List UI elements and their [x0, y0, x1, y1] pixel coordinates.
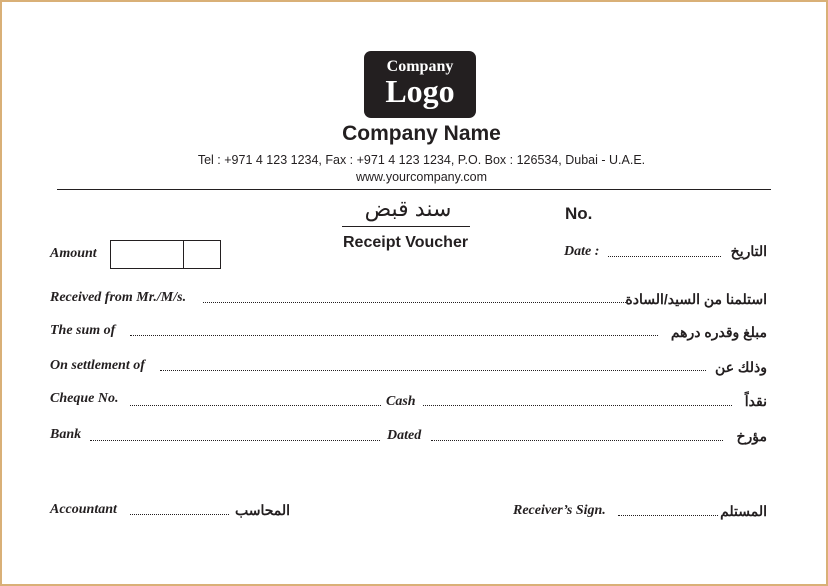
receiver-arabic: المستلم: [720, 503, 767, 519]
sum-of-arabic: مبلغ وقدره درهم: [670, 324, 767, 340]
bank-label: Bank: [50, 427, 82, 442]
amount-label: Amount: [50, 246, 97, 261]
cash-arabic: نقداً: [744, 393, 767, 409]
website: www.yourcompany.com: [355, 170, 488, 184]
contact-details: Tel : +971 4 123 1234, Fax : +971 4 123 1234, P.O. Box : 126534, Dubai - U.A.E.: [197, 153, 646, 167]
date-label-arabic: التاريخ: [730, 243, 767, 259]
received-from-field[interactable]: [203, 302, 626, 303]
accountant-label: Accountant: [50, 502, 117, 517]
dated-label: Dated: [387, 428, 422, 443]
received-from-label: Received from Mr./M/s.: [50, 290, 187, 305]
cash-field[interactable]: [423, 405, 732, 406]
voucher-number-label: No.: [565, 204, 593, 223]
logo-line1: Company: [386, 58, 454, 75]
title-english: Receipt Voucher: [343, 234, 469, 251]
receiver-sign-field[interactable]: [618, 515, 718, 516]
company-name: Company Name: [342, 122, 501, 145]
logo-line2: Logo: [385, 73, 455, 109]
company-logo: [364, 51, 476, 118]
header-divider: [57, 189, 771, 190]
settlement-label: On settlement of: [50, 358, 145, 373]
accountant-arabic: المحاسب: [235, 502, 291, 518]
received-from-arabic: استلمنا من السيد/السادة: [625, 291, 767, 307]
settlement-field[interactable]: [160, 370, 706, 371]
accountant-sign-field[interactable]: [130, 514, 229, 515]
dated-field[interactable]: [431, 440, 723, 441]
sum-of-label: The sum of: [50, 323, 116, 338]
receiver-sign-label: Receiver’s Sign.: [513, 503, 606, 518]
sum-of-field[interactable]: [130, 335, 658, 336]
date-field[interactable]: [608, 256, 721, 257]
cheque-no-label: Cheque No.: [50, 391, 119, 406]
cash-label: Cash: [386, 394, 416, 409]
title-underline: [342, 226, 470, 227]
title-arabic: سند قبض: [364, 196, 452, 221]
bank-field[interactable]: [90, 440, 380, 441]
amount-box[interactable]: [110, 240, 221, 269]
cheque-no-field[interactable]: [130, 405, 381, 406]
date-label: Date :: [564, 244, 600, 259]
settlement-arabic: وذلك عن: [715, 359, 767, 375]
dated-arabic: مؤرخ: [736, 428, 767, 444]
amount-box-divider: [183, 240, 184, 269]
